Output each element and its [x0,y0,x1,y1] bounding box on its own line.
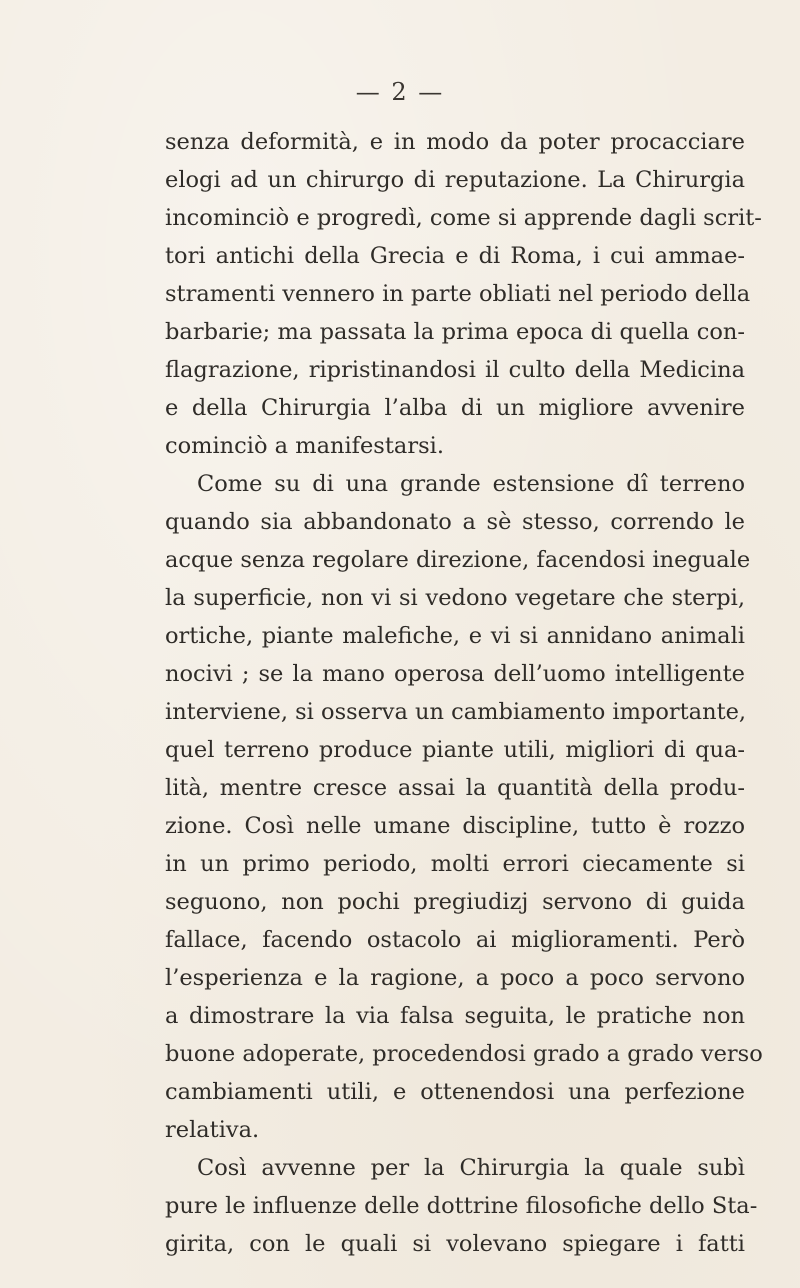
page-number: — 2 — [355,78,445,106]
text-line: acque senza regolare direzione, facendosi ineguale [165,547,751,573]
text-line: flagrazione, ripristinandosi il culto della Medicina [165,357,745,383]
text-line: seguono, non pochi pregiudizj servono di guida [165,889,745,915]
text-line: interviene, si osserva un cambiamento importante, [165,699,747,725]
text-line: quando sia abbandonato a sè stesso, correndo le [165,509,745,535]
text-line: l’esperienza e la ragione, a poco a poco servono [165,965,745,991]
text-line: quel terreno produce piante utili, migliori di qua- [165,737,745,763]
text-line: nocivi ; se la mano operosa dell’uomo intelligente [165,661,745,687]
text-line: cambiamenti utili, e ottenendosi una perfezione [165,1079,745,1105]
text-line: cominciò a manifestarsi. [165,433,444,459]
text-line: pure le influenze delle dottrine filosofiche dello Sta- [165,1193,758,1219]
text-line: a dimostrare la via falsa seguita, le pratiche non [165,1003,745,1029]
text-line: lità, mentre cresce assai la quantità della produ- [165,775,745,801]
text-line: buone adoperate, procedendosi grado a grado verso [165,1041,763,1067]
text-line: tori antichi della Grecia e di Roma, i cui ammae- [165,243,745,269]
paragraph-start-line: Come su di una grande estensione dî terreno [197,471,745,497]
paragraph-start-line: Così avvenne per la Chirurgia la quale subì [197,1155,745,1181]
text-line: e della Chirurgia l’alba di un migliore avvenire [165,395,745,421]
text-line: in un primo periodo, molti errori ciecamente si [165,851,745,877]
text-line: ortiche, piante malefiche, e vi si annidano animali [165,623,745,649]
text-line: senza deformità, e in modo da poter procacciare [165,129,745,155]
text-line: zione. Così nelle umane discipline, tutto è rozzo [165,813,745,839]
text-line: fallace, facendo ostacolo ai miglioramenti. Però [165,927,745,953]
text-line: girita, con le quali si volevano spiegare i fatti [165,1231,745,1257]
text-line: la superficie, non vi si vedono vegetare che sterpi, [165,585,745,611]
text-line: relativa. [165,1117,260,1143]
text-line: incominciò e progredì, come si apprende dagli scrit- [165,205,762,231]
text-line: barbarie; ma passata la prima epoca di quella con- [165,319,745,345]
text-line: elogi ad un chirurgo di reputazione. La Chirurgia [165,167,745,193]
text-line: stramenti vennero in parte obliati nel periodo della [165,281,751,307]
